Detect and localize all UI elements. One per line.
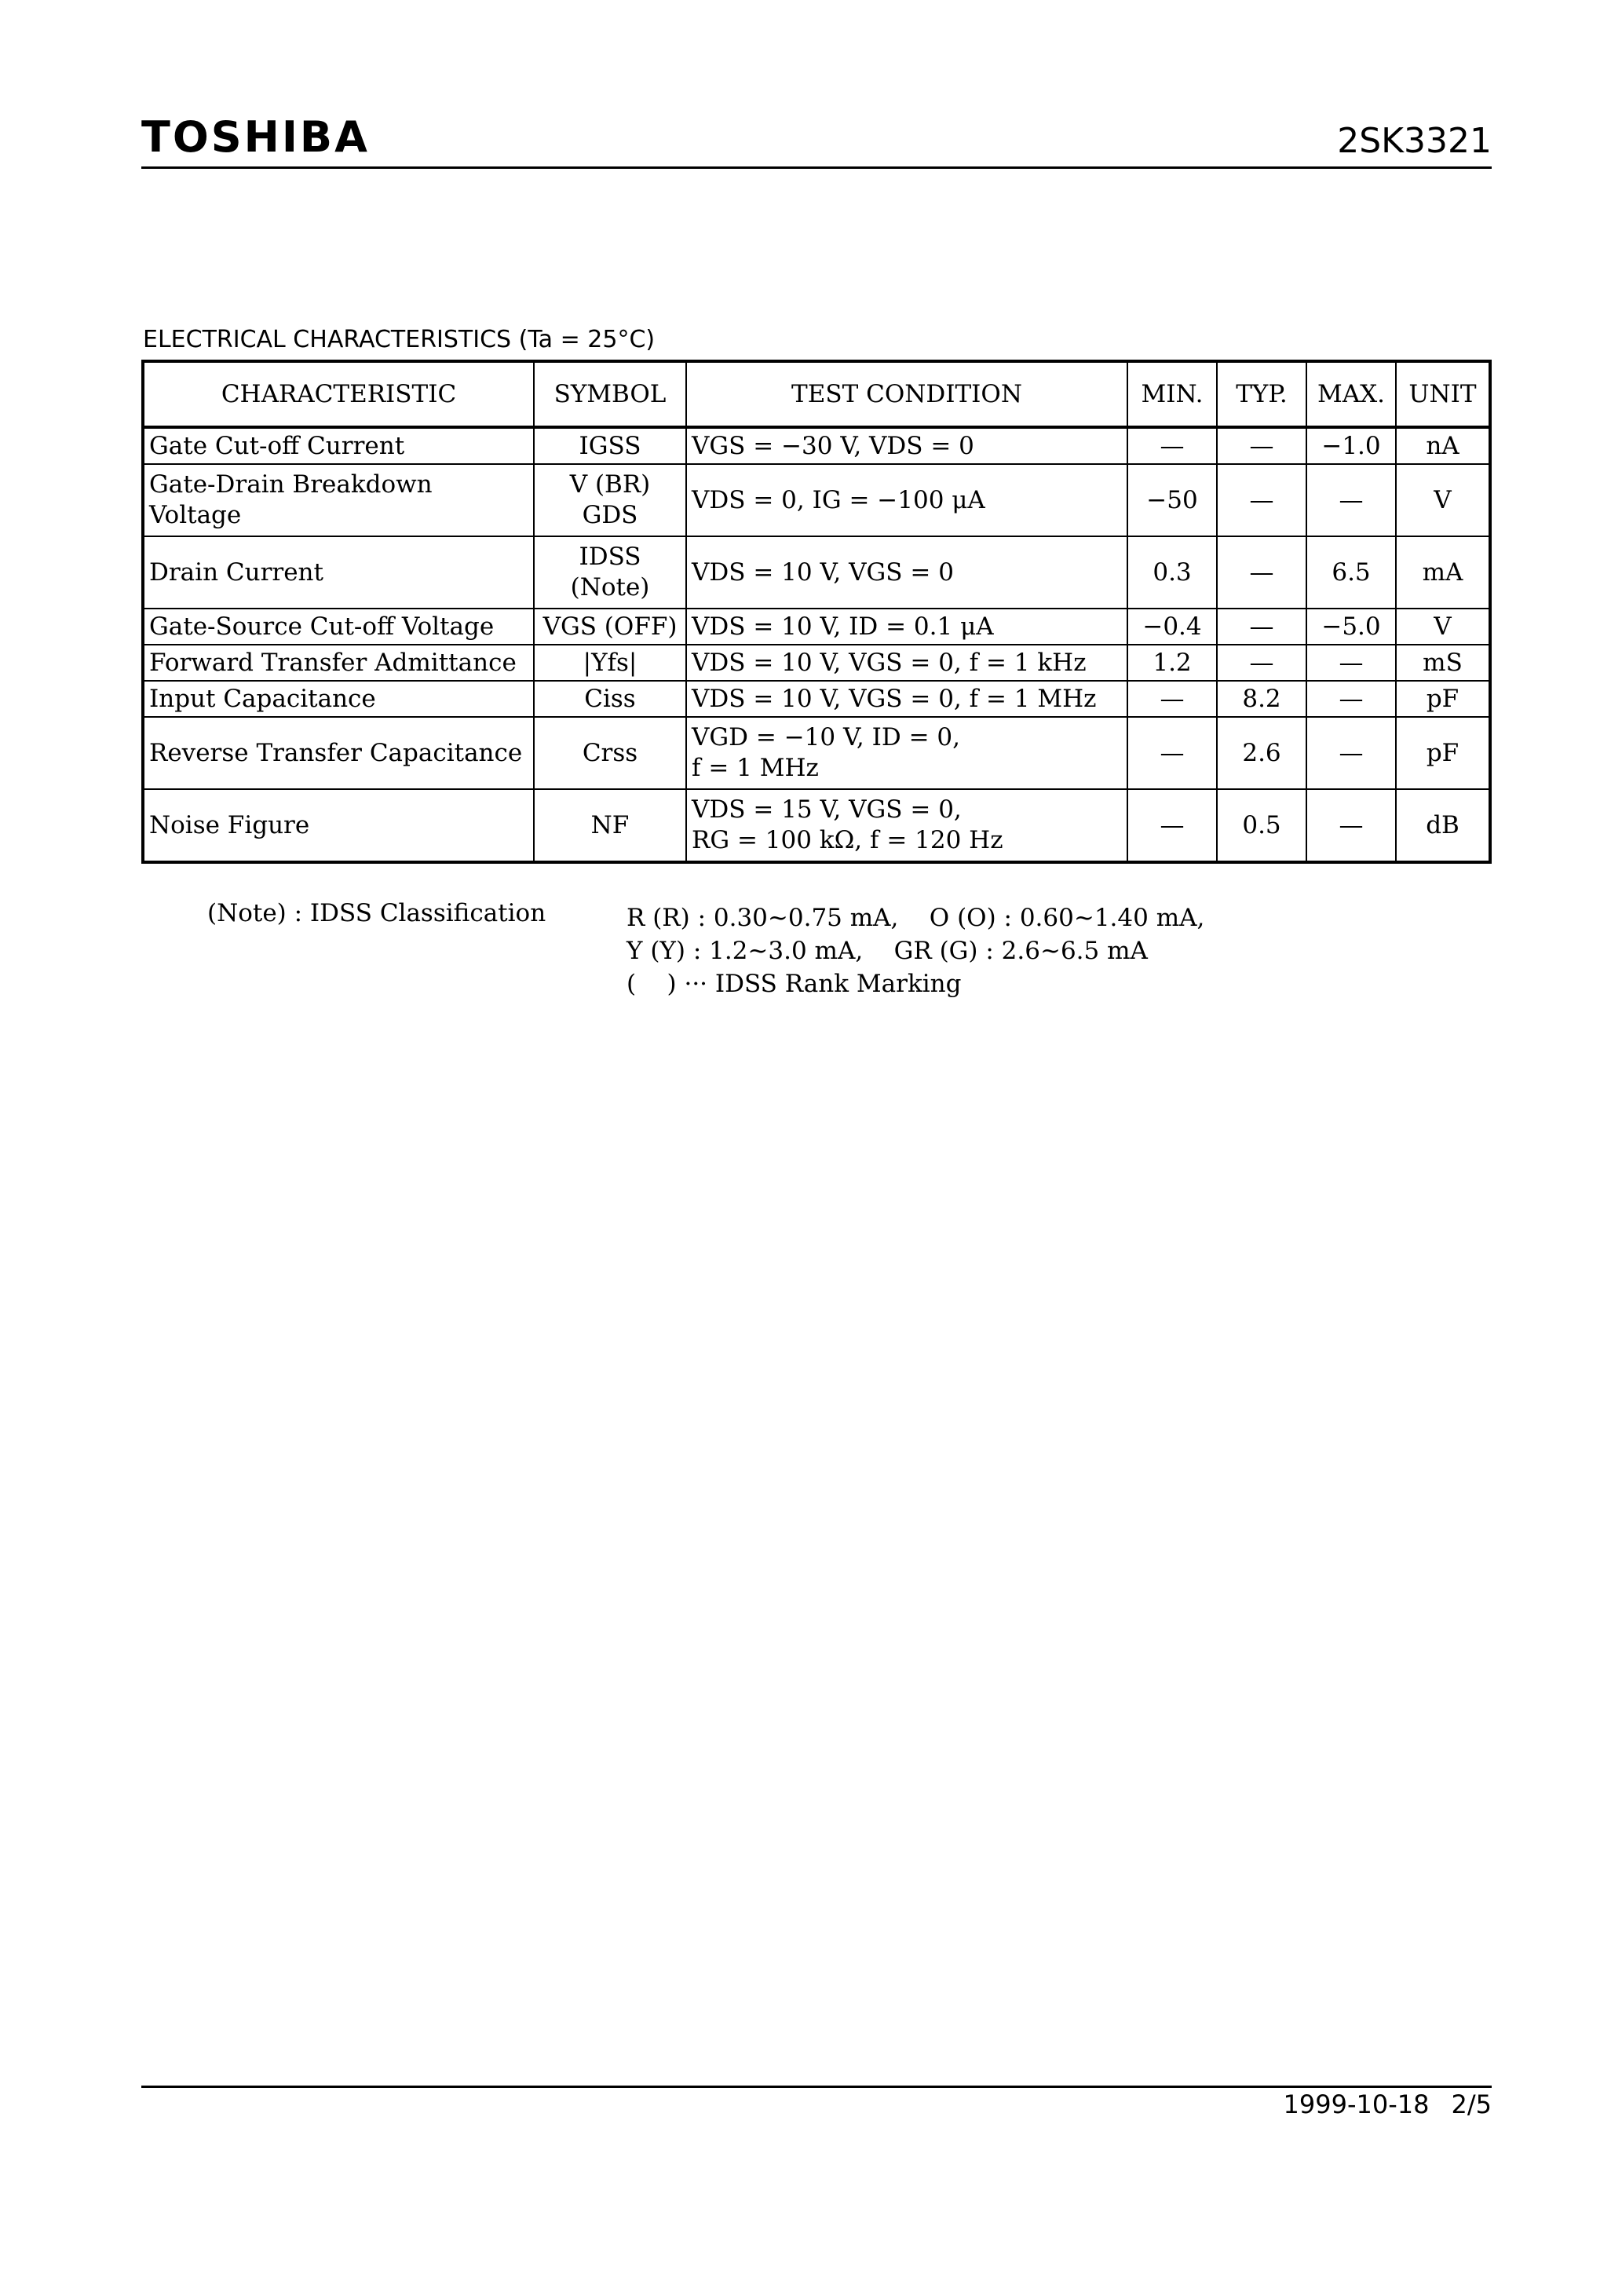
characteristic-cell: Gate-Drain Breakdown Voltage [143,464,534,536]
symbol-cell: Crss [534,717,686,789]
table-row [143,536,1490,609]
column-header: TEST CONDITION [686,361,1127,427]
footer [1262,2089,1492,2119]
symbol-cell: |Yfs| [534,645,686,681]
column-header: UNIT [1396,361,1490,427]
min-cell: 0.3 [1127,536,1217,609]
condition-cell [686,789,1127,862]
max-cell: — [1306,789,1396,862]
typ-cell: — [1217,427,1306,464]
column-header: MIN. [1127,361,1217,427]
characteristic-cell: Reverse Transfer Capacitance [143,717,534,789]
electrical-characteristics-table [141,360,1492,864]
condition-cell: VDS = 10 V, ID = 0.1 μA [686,609,1127,645]
table-row [143,645,1490,681]
table-row [143,464,1490,536]
min-cell: — [1127,427,1217,464]
note-classification [627,901,1204,1000]
symbol-text: IDSS [579,543,641,572]
max-cell: −1.0 [1306,427,1396,464]
condition-cell: VDS = 10 V, VGS = 0, f = 1 MHz [686,681,1127,717]
min-cell: −0.4 [1127,609,1217,645]
table-header-row [143,361,1490,427]
min-cell: −50 [1127,464,1217,536]
characteristic-cell: Forward Transfer Admittance [143,645,534,681]
symbol-note: (Note) [570,573,650,601]
symbol-cell: Ciss [534,681,686,717]
min-cell: — [1127,717,1217,789]
footer-rule [141,2086,1492,2088]
symbol-cell: IGSS [534,427,686,464]
unit-cell: pF [1396,717,1490,789]
header-rule [141,166,1492,169]
note-line: ( ) ··· IDSS Rank Marking [627,970,962,998]
unit-cell: dB [1396,789,1490,862]
unit-cell: V [1396,464,1490,536]
footer-date: 1999-10-18 [1283,2089,1430,2119]
typ-cell: — [1217,645,1306,681]
typ-cell: 2.6 [1217,717,1306,789]
min-cell: — [1127,681,1217,717]
condition-cell: VDS = 10 V, VGS = 0, f = 1 kHz [686,645,1127,681]
typ-cell: — [1217,609,1306,645]
condition-line: RG = 100 kΩ, f = 120 Hz [692,826,1003,854]
characteristic-cell: Noise Figure [143,789,534,862]
note-label: (Note) : IDSS Classification [207,899,546,927]
section-title: ELECTRICAL CHARACTERISTICS (Ta = 25°C) [143,326,656,353]
max-cell: — [1306,464,1396,536]
max-cell: — [1306,681,1396,717]
max-cell: — [1306,645,1396,681]
characteristic-cell: Drain Current [143,536,534,609]
condition-cell: VDS = 10 V, VGS = 0 [686,536,1127,609]
symbol-cell [534,536,686,609]
max-cell: −5.0 [1306,609,1396,645]
max-cell: 6.5 [1306,536,1396,609]
symbol-cell: VGS (OFF) [534,609,686,645]
unit-cell: nA [1396,427,1490,464]
brand-logo: TOSHIBA [141,112,370,162]
column-header: MAX. [1306,361,1396,427]
typ-cell: 0.5 [1217,789,1306,862]
condition-cell [686,717,1127,789]
column-header: CHARACTERISTIC [143,361,534,427]
unit-cell: pF [1396,681,1490,717]
part-number: 2SK3321 [1337,121,1492,161]
column-header: TYP. [1217,361,1306,427]
characteristic-cell: Gate Cut-off Current [143,427,534,464]
typ-cell: — [1217,464,1306,536]
column-header: SYMBOL [534,361,686,427]
condition-line: VGD = −10 V, ID = 0, [692,723,960,752]
typ-cell: — [1217,536,1306,609]
characteristic-cell: Gate-Source Cut-off Voltage [143,609,534,645]
max-cell: — [1306,717,1396,789]
unit-cell: V [1396,609,1490,645]
condition-line: VDS = 15 V, VGS = 0, [692,795,962,824]
note-line: Y (Y) : 1.2~3.0 mA, GR (G) : 2.6~6.5 mA [627,937,1148,965]
page-number: 2/5 [1451,2089,1492,2119]
table-row [143,681,1490,717]
condition-line: f = 1 MHz [692,754,819,782]
condition-cell: VDS = 0, IG = −100 μA [686,464,1127,536]
symbol-cell: NF [534,789,686,862]
characteristic-cell: Input Capacitance [143,681,534,717]
symbol-cell: V (BR) GDS [534,464,686,536]
unit-cell: mS [1396,645,1490,681]
min-cell: — [1127,789,1217,862]
table-row [143,789,1490,862]
table-row [143,609,1490,645]
min-cell: 1.2 [1127,645,1217,681]
typ-cell: 8.2 [1217,681,1306,717]
note-line: R (R) : 0.30~0.75 mA, O (O) : 0.60~1.40 mA, [627,904,1205,932]
condition-cell: VGS = −30 V, VDS = 0 [686,427,1127,464]
table-row [143,427,1490,464]
table-row [143,717,1490,789]
unit-cell: mA [1396,536,1490,609]
